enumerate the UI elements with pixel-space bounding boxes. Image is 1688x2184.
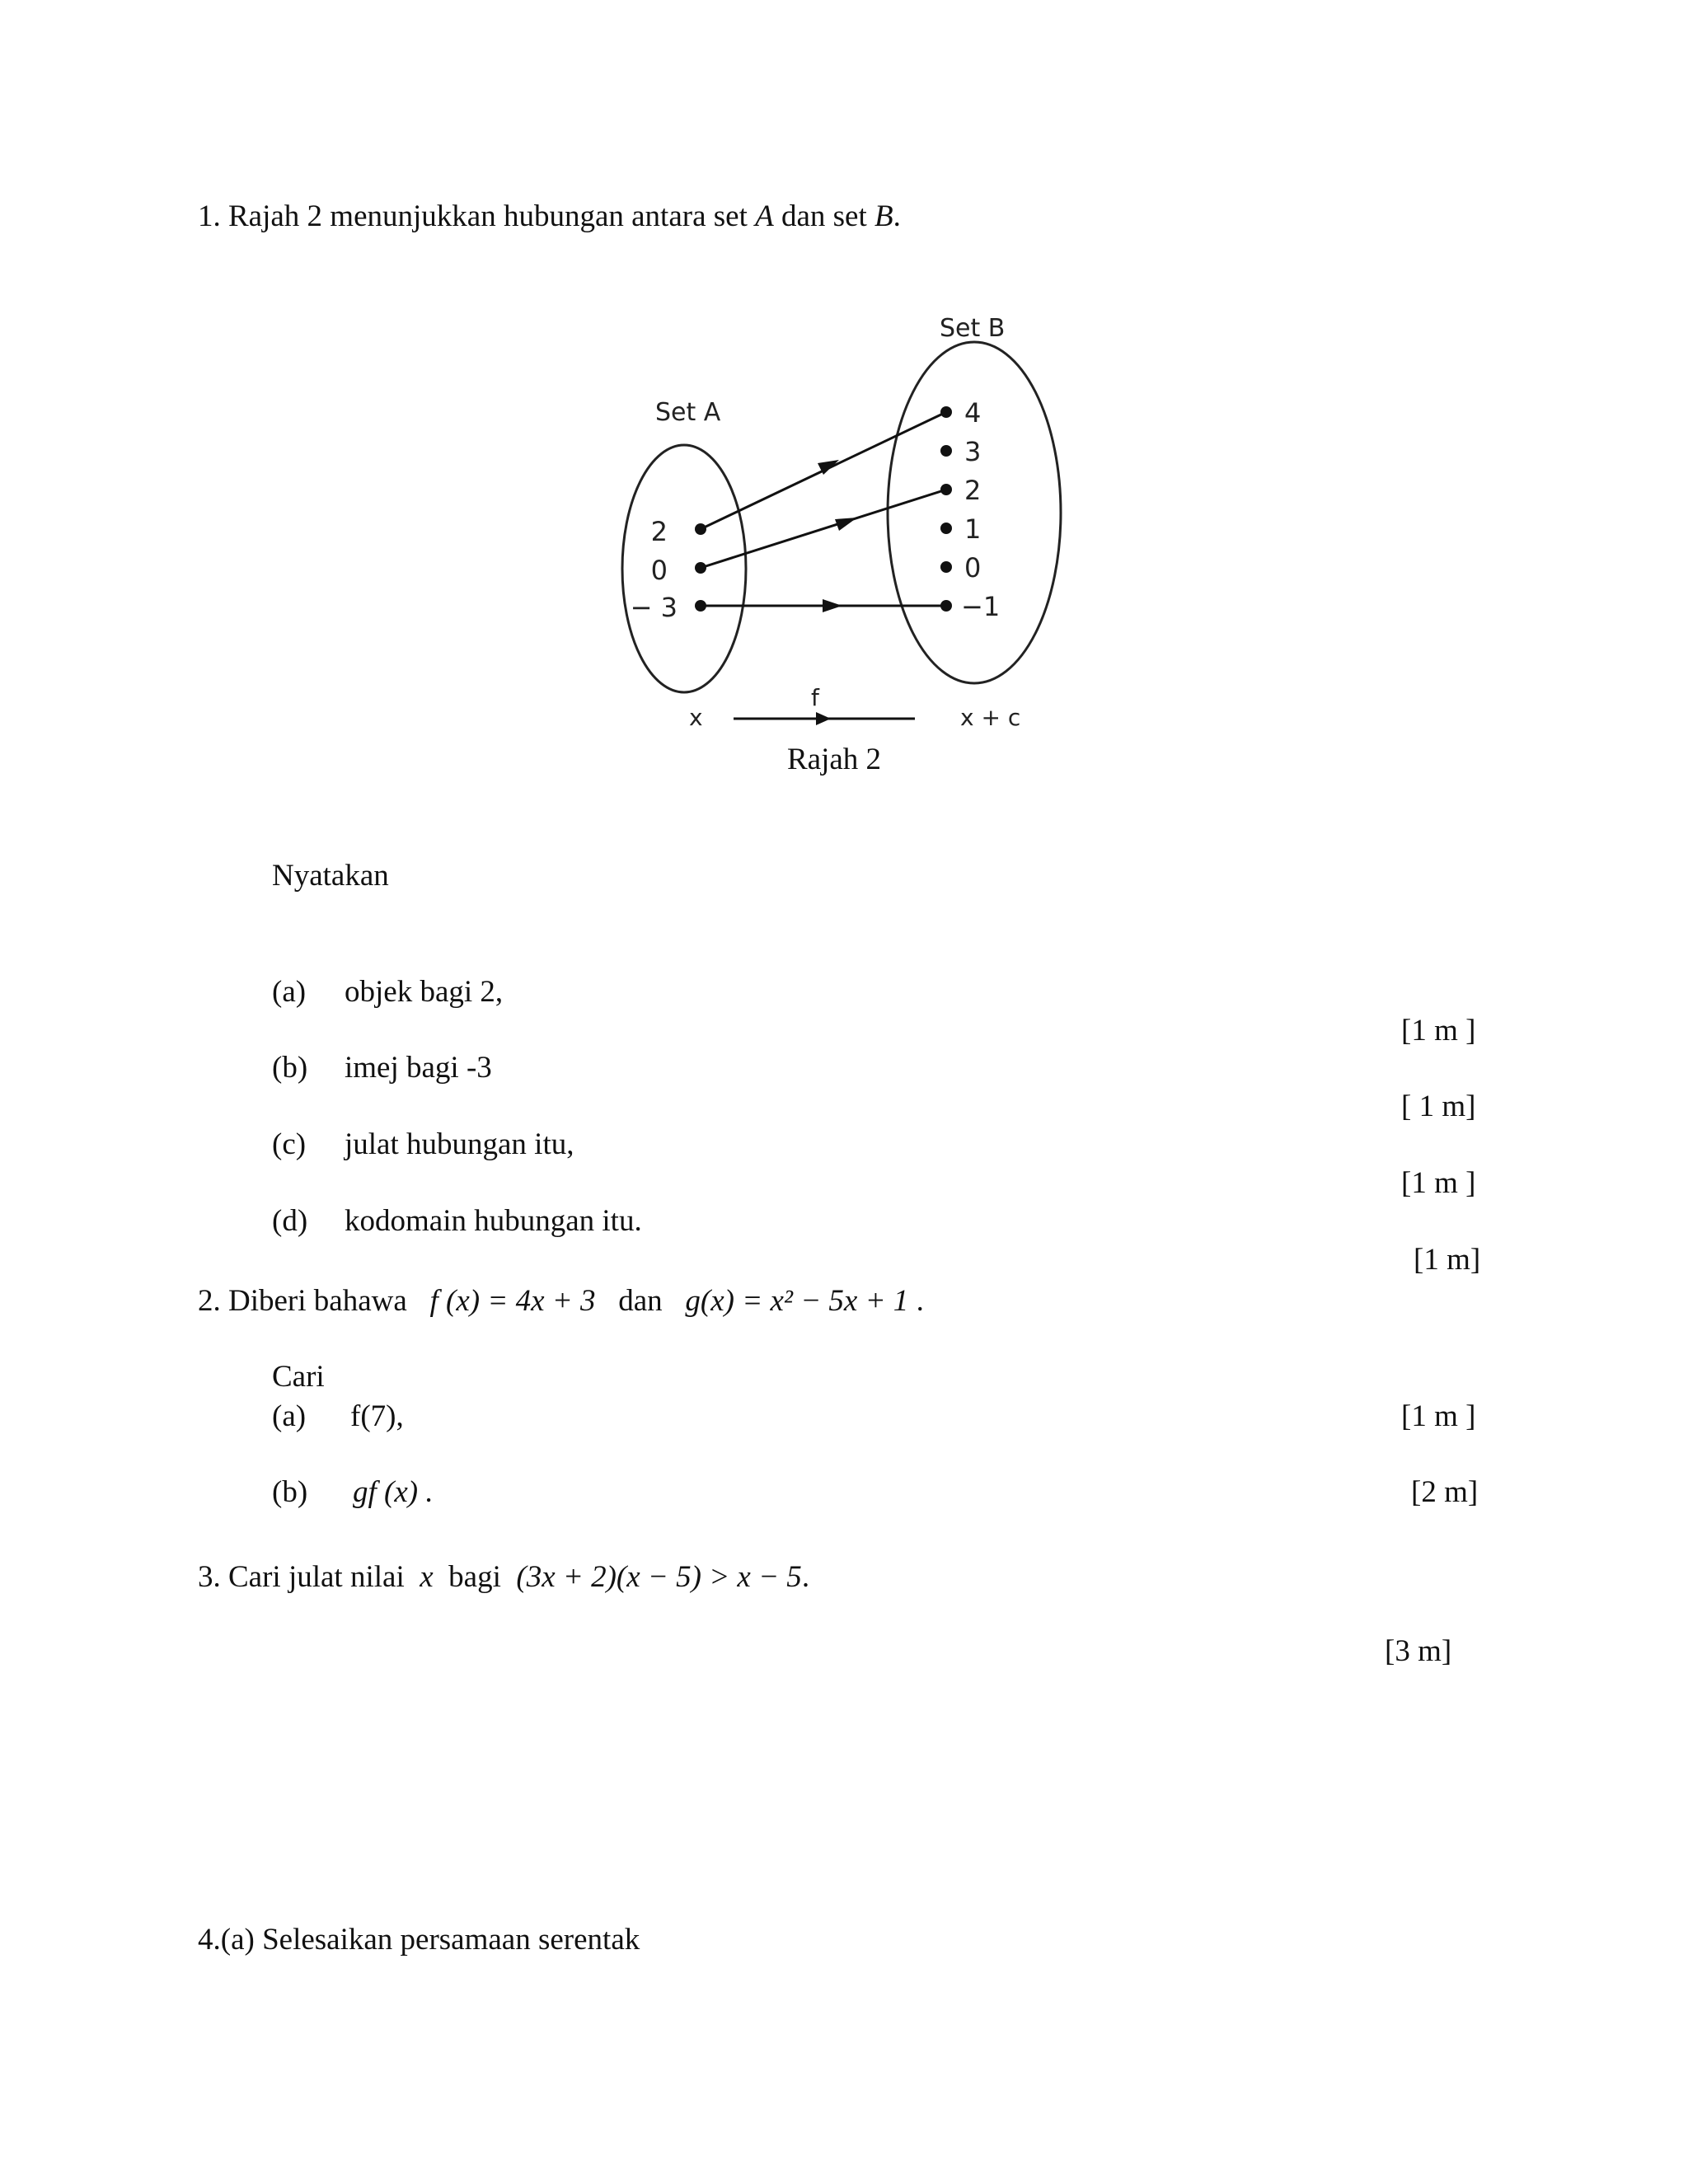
set-b-element: 3: [964, 436, 982, 467]
set-b-dot: [940, 523, 952, 534]
q2-part-b-marks: [2 m]: [1411, 1475, 1479, 1509]
q1-heading: [198, 201, 901, 232]
set-a-element: − 3: [630, 592, 678, 623]
q3-inequality: (3x + 2)(x − 5) > x − 5: [516, 1560, 802, 1594]
q1-part-a-label: (a): [272, 975, 307, 1009]
q2-f-expr: f (x) = 4x + 3: [429, 1284, 596, 1318]
codomain-expr: x + c: [960, 704, 1021, 731]
set-b-label: Set B: [940, 314, 1006, 343]
arrowhead-icon: [835, 518, 857, 531]
q2-intro: 2. Diberi bahawa: [198, 1284, 407, 1318]
q2-and-word: dan: [618, 1284, 663, 1318]
set-b-element: 0: [964, 552, 982, 583]
q3-heading: [198, 1562, 809, 1592]
q2-part-b-text: gf (x) .: [353, 1475, 434, 1509]
domain-expr: x: [689, 704, 703, 731]
q1-part-c-label: (c): [272, 1127, 307, 1161]
q2-part-a-label: (a): [272, 1399, 307, 1433]
set-b-dot: [940, 561, 952, 573]
set-a-label: Set A: [655, 398, 721, 427]
q1-part-d-label: (d): [272, 1204, 308, 1238]
q3-marks: [3 m]: [1385, 1634, 1452, 1668]
q4-heading: 4.(a) Selesaikan persamaan serentak: [198, 1923, 640, 1957]
q2-part-b-label: (b): [272, 1475, 308, 1509]
q2-prompt: Cari: [272, 1360, 325, 1394]
q3-bagi: bagi: [448, 1560, 501, 1594]
set-b-element: 4: [964, 397, 982, 429]
q1-end: .: [893, 199, 901, 233]
q1-part-d-text: kodomain hubungan itu.: [345, 1204, 642, 1238]
set-b-name: B: [874, 199, 893, 233]
q1-intro: 1. Rajah 2 menunjukkan hubungan antara set: [198, 199, 748, 233]
q1-part-a-marks: [1 m ]: [1401, 1014, 1476, 1047]
q3-end: .: [801, 1560, 810, 1594]
q2-part-a-text: f(7),: [350, 1399, 404, 1433]
q1-part-a-text: objek bagi 2,: [345, 975, 504, 1009]
q1-part-c-text: julat hubungan itu,: [345, 1127, 574, 1161]
set-b-element: 2: [964, 475, 982, 506]
set-b-element: −1: [961, 591, 1001, 622]
set-a-element: 0: [650, 555, 668, 586]
arrow-diagram: [610, 297, 1088, 758]
q1-part-b-label: (b): [272, 1051, 308, 1085]
diagram-caption: Rajah 2: [787, 743, 882, 776]
set-a-ellipse: [622, 445, 746, 692]
q1-part-c-marks: [1 m ]: [1401, 1166, 1476, 1200]
arrowhead-icon: [823, 599, 842, 612]
set-b-ellipse: [888, 342, 1061, 683]
q3-intro: 3. Cari julat nilai: [198, 1560, 405, 1594]
q1-prompt: Nyatakan: [272, 859, 389, 893]
q2-heading: 2. Diberi bahawa f (x) = 4x + 3 dan g(x) = x² − 5x + 1 .: [198, 1284, 924, 1318]
q1-part-d-marks: [1 m]: [1414, 1243, 1481, 1277]
q1-and-word: dan set: [781, 199, 867, 233]
mapping-line-0-to-2: [701, 490, 946, 568]
q1-part-b-text: imej bagi -3: [345, 1051, 492, 1085]
set-a-name: A: [755, 199, 774, 233]
q2-g-expr: g(x) = x² − 5x + 1: [685, 1284, 909, 1318]
arrowhead-icon: [816, 712, 831, 725]
q2-part-a-marks: [1 m ]: [1401, 1399, 1476, 1433]
q3-var: x: [420, 1560, 434, 1594]
set-b-element: 1: [964, 513, 982, 545]
set-b-dot: [940, 445, 952, 457]
q1-part-b-marks: [ 1 m]: [1401, 1090, 1476, 1123]
set-a-element: 2: [650, 516, 668, 547]
function-label: f: [811, 684, 819, 711]
